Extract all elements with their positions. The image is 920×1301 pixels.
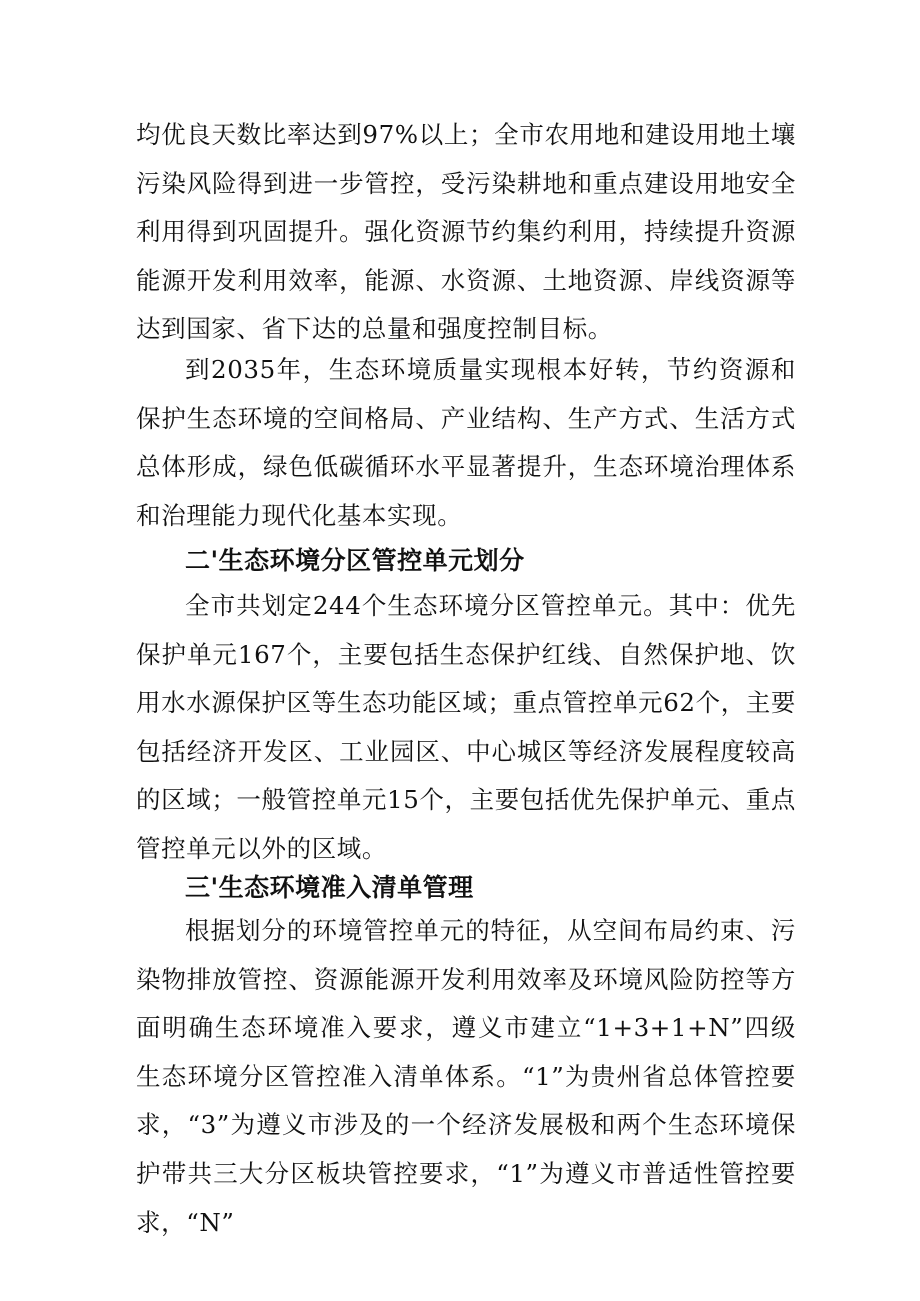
section-heading-access-list: 三'生态环境准入清单管理 — [185, 873, 474, 902]
paragraph-access-list-system: 根据划分的环境管控单元的特征，从空间布局约束、污染物排放管控、资源能源开发利用效率及环境风险防控等方面明确生态环境准入要求，遵义市建立“1+3+1+N”四级生态环境分区管控准入清单体系。“1”为贵州省总体管控要求，“3”为遵义市涉及的一个经济发展极和两个生态环境保护带共三大分区板块管控要求，“1”为遵义市普适性管控要求，“N” — [136, 916, 796, 1237]
paragraph-environment-targets: 均优良天数比率达到97%以上；全市农用地和建设用地土壤污染风险得到进一步管控，受污染耕地和重点建设用地安全利用得到巩固提升。强化资源节约集约利用，持续提升资源能源开发利用效率，能源、水资源、土地资源、岸线资源等达到国家、省下达的总量和强度控制目标。 — [136, 120, 796, 344]
section-heading-unit-division: 二'生态环境分区管控单元划分 — [185, 546, 525, 575]
paragraph-control-units: 全市共划定244个生态环境分区管控单元。其中：优先保护单元167个，主要包括生态保护红线、自然保护地、饮用水水源保护区等生态功能区域；重点管控单元62个，主要包括经济开发区、工业园区、中心城区等经济发展程度较高的区域；一般管控单元15个，主要包括优先保护单元、重点管控单元以外的区域。 — [136, 591, 796, 863]
paragraph-2035-goals: 到2035年，生态环境质量实现根本好转，节约资源和保护生态环境的空间格局、产业结构、生产方式、生活方式总体形成，绿色低碳循环水平显著提升，生态环境治理体系和治理能力现代化基本实现。 — [136, 355, 796, 530]
